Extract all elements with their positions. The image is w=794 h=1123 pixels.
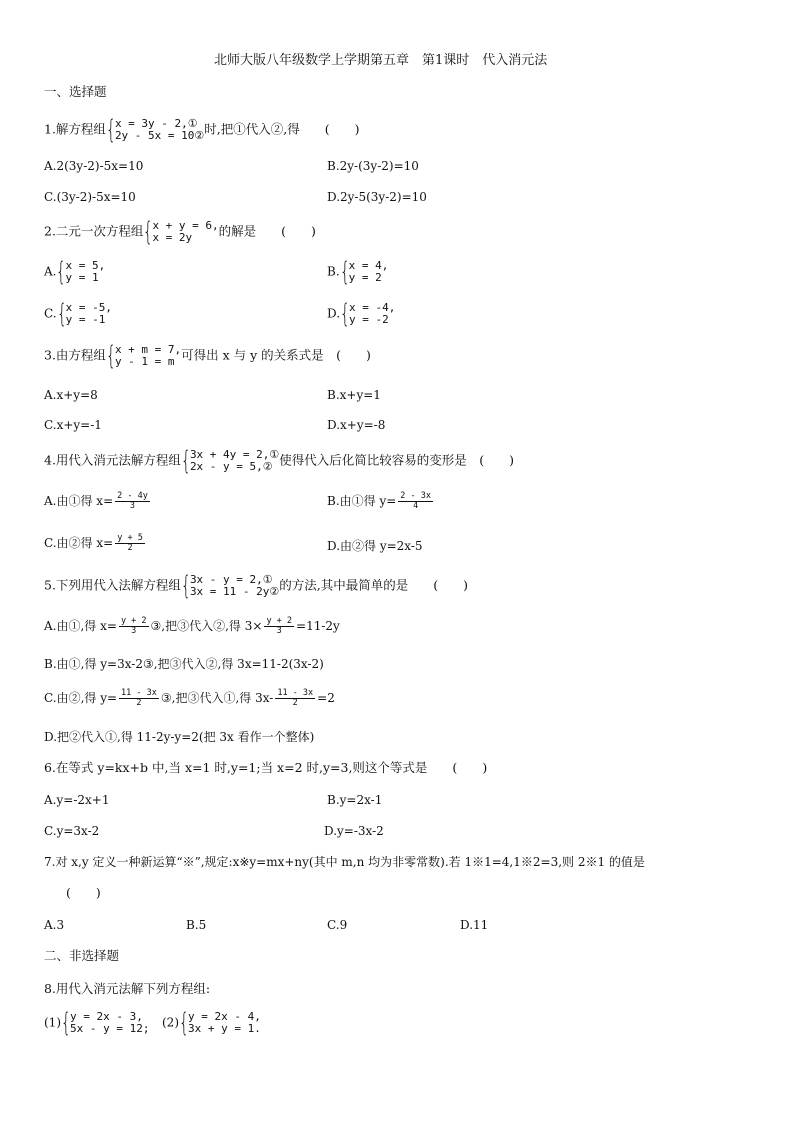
q4-c-text: C.由②得 x=: [44, 536, 114, 550]
q8-p1-l2: 5x - y = 12;: [70, 1022, 150, 1035]
q1-option-a[interactable]: A.2(3y-2)-5x=10: [44, 159, 144, 173]
q8-part-1: [44, 1008, 150, 1038]
q5-c-den2: 2: [292, 698, 298, 708]
question-2: [44, 217, 316, 247]
q8-part-2: [162, 1008, 261, 1038]
q1-option-d[interactable]: D.2y-5(3y-2)=10: [327, 190, 427, 204]
q5-option-b[interactable]: B.由①,得 y=3x-2③,把③代入②,得 3x=11-2(3x-2): [44, 657, 324, 671]
q2-option-a[interactable]: [44, 257, 106, 287]
q5-c-mid: ③,把③代入①,得 3x-: [160, 691, 274, 705]
q5-a-den2: 3: [276, 626, 282, 636]
q4-eq1: 3x + 4y = 2,①: [189, 448, 280, 461]
question-5: [44, 571, 469, 601]
q5-a-mid: ③,把③代入②,得 3×: [150, 619, 263, 633]
q3-eq1: x + m = 7,: [114, 343, 182, 356]
q2-option-d[interactable]: [327, 299, 396, 329]
q5-c-num1: 11 - 3x: [121, 688, 157, 698]
q5-a-num2: y + 2: [266, 616, 293, 626]
q4-c-num: y + 5: [117, 533, 143, 543]
q2-option-b[interactable]: [327, 257, 389, 287]
q1-eq2: 2y - 5x = 10②: [114, 129, 205, 142]
q2-b-l2: y = 2: [348, 271, 382, 284]
q3-system: { x + m = 7, y - 1 = m: [105, 341, 182, 371]
q6-option-c[interactable]: C.y=3x-2: [44, 824, 100, 838]
question-4: [44, 446, 515, 476]
q5-a-fraction1: [119, 617, 149, 636]
q1-system: { x = 3y - 2,① 2y - 5x = 10②: [105, 115, 205, 145]
q5-option-a[interactable]: [44, 617, 340, 636]
q4-suffix: 使得代入后化简比较容易的变形是 ( ): [279, 452, 515, 468]
q5-c-fraction1: [119, 689, 159, 708]
q8-p1-label: (1): [44, 1015, 61, 1030]
q1-option-c[interactable]: C.(3y-2)-5x=10: [44, 190, 136, 204]
section-heading-non-choice: 二、非选择题: [44, 948, 120, 963]
q5-eq1: 3x - y = 2,①: [189, 573, 273, 586]
q2-eq2: x = 2y: [152, 231, 193, 244]
q5-a-pre: A.由①,得 x=: [44, 619, 117, 633]
q6-option-a[interactable]: A.y=-2x+1: [44, 793, 110, 807]
q3-eq2: y - 1 = m: [114, 355, 175, 368]
q5-c-num2: 11 - 3x: [277, 688, 314, 698]
q2-d-l1: x = -4,: [349, 301, 396, 314]
q2-option-c[interactable]: [44, 299, 112, 329]
q4-c-den: 2: [127, 543, 133, 553]
q2-eq1: x + y = 6,: [152, 219, 219, 232]
q4-eq2: 2x - y = 5,②: [189, 460, 273, 473]
q8-p1-system: { y = 2x - 3, 5x - y = 12;: [61, 1008, 150, 1038]
q2-a-l1: x = 5,: [65, 259, 106, 272]
q2-b-label: B.: [327, 264, 340, 279]
question-3: [44, 341, 371, 371]
q2-d-l2: y = -2: [349, 313, 389, 326]
question-1: [44, 115, 360, 145]
q1-suffix: 时,把①代入②,得 ( ): [204, 121, 360, 137]
q4-option-d[interactable]: D.由②得 y=2x-5: [327, 539, 423, 553]
q8-p2-system: { y = 2x - 4, 3x + y = 1.: [179, 1008, 261, 1038]
q4-b-den: 4: [413, 501, 419, 511]
q1-prefix: 1.解方程组: [44, 121, 106, 137]
q3-option-c[interactable]: C.x+y=-1: [44, 418, 102, 432]
q2-a-label: A.: [44, 264, 57, 279]
q4-option-c[interactable]: [44, 534, 147, 553]
q4-prefix: 4.用代入消元法解方程组: [44, 452, 181, 468]
q5-c-pre: C.由②,得 y=: [44, 691, 118, 705]
q2-suffix: 的解是 ( ): [218, 223, 316, 239]
q5-a-post: =11-2y: [296, 619, 340, 633]
q1-option-b[interactable]: B.2y-(3y-2)=10: [327, 159, 419, 173]
section-heading-choice: 一、选择题: [44, 84, 107, 99]
q5-a-fraction2: [264, 617, 294, 636]
q5-c-post: =2: [317, 691, 335, 705]
q3-prefix: 3.由方程组: [44, 347, 106, 363]
q4-system: { 3x + 4y = 2,① 2x - y = 5,②: [180, 446, 280, 476]
q2-d-label: D.: [327, 306, 341, 321]
q4-c-fraction: [115, 534, 145, 553]
q7-option-b[interactable]: B.5: [186, 918, 207, 932]
q2-d-system: { x = -4, y = -2: [340, 299, 396, 329]
q4-option-b[interactable]: [327, 492, 435, 511]
page-title: 北师大版八年级数学上学期第五章 第1课时 代入消元法: [214, 53, 548, 68]
q7-option-c[interactable]: C.9: [327, 918, 348, 932]
q7-answer-paren: ( ): [66, 885, 101, 900]
question-7: 7.对 x,y 定义一种新运算“※”,规定:x※y=mx+ny(其中 m,n 均为非零常数).若 1※1=4,1※2=3,则 2※1 的值是: [44, 855, 645, 869]
q2-c-l2: y = -1: [65, 313, 106, 326]
q2-b-system: { x = 4, y = 2: [339, 257, 389, 287]
q1-eq1: x = 3y - 2,①: [114, 117, 198, 130]
q4-b-fraction: [398, 492, 433, 511]
q5-system: { 3x - y = 2,① 3x = 11 - 2y②: [180, 571, 280, 601]
q7-option-a[interactable]: A.3: [44, 918, 65, 932]
q5-c-den1: 2: [136, 698, 142, 708]
q5-eq2: 3x = 11 - 2y②: [189, 585, 280, 598]
q3-suffix: 可得出 x 与 y 的关系式是 ( ): [181, 347, 371, 363]
q8-p2-label: (2): [162, 1015, 179, 1030]
q2-c-label: C.: [44, 306, 57, 321]
q5-option-d[interactable]: D.把②代入①,得 11-2y-y=2(把 3x 看作一个整体): [44, 730, 315, 744]
q2-c-system: { x = -5, y = -1: [56, 299, 112, 329]
q5-a-num1: y + 2: [120, 616, 147, 626]
q7-option-d[interactable]: D.11: [460, 918, 489, 932]
q2-c-l1: x = -5,: [65, 301, 112, 314]
q4-b-text: B.由①得 y=: [327, 494, 397, 508]
q4-a-num: 2 - 4y: [117, 491, 148, 501]
q2-a-system: { x = 5, y = 1: [56, 257, 106, 287]
q4-a-text: A.由①得 x=: [44, 494, 114, 508]
q6-option-d[interactable]: D.y=-3x-2: [324, 824, 384, 838]
q2-system: { x + y = 6, x = 2y: [143, 217, 219, 247]
q3-option-d[interactable]: D.x+y=-8: [327, 418, 386, 432]
q2-prefix: 2.二元一次方程组: [44, 223, 144, 239]
q4-option-a[interactable]: [44, 492, 152, 511]
q2-b-l1: x = 4,: [348, 259, 389, 272]
q4-a-fraction: [115, 492, 150, 511]
q8-p1-l1: y = 2x - 3,: [70, 1010, 143, 1023]
q6-option-b[interactable]: B.y=2x-1: [327, 793, 383, 807]
q5-prefix: 5.下列用代入法解方程组: [44, 577, 181, 593]
q3-option-b[interactable]: B.x+y=1: [327, 388, 381, 402]
q4-b-num: 2 - 3x: [400, 491, 432, 501]
q4-a-den: 3: [129, 501, 136, 511]
q2-a-l2: y = 1: [65, 271, 99, 284]
q5-a-den1: 3: [131, 626, 137, 636]
q5-c-fraction2: [275, 689, 315, 708]
q3-option-a[interactable]: A.x+y=8: [44, 388, 98, 402]
q8-p2-l2: 3x + y = 1.: [188, 1022, 261, 1035]
q5-option-c[interactable]: [44, 689, 335, 708]
q8-p2-l1: y = 2x - 4,: [188, 1010, 261, 1023]
question-8: 8.用代入消元法解下列方程组:: [44, 981, 211, 996]
question-6: 6.在等式 y=kx+b 中,当 x=1 时,y=1;当 x=2 时,y=3,则这个等式是 ( ): [44, 760, 488, 775]
q5-suffix: 的方法,其中最简单的是 ( ): [279, 577, 469, 593]
